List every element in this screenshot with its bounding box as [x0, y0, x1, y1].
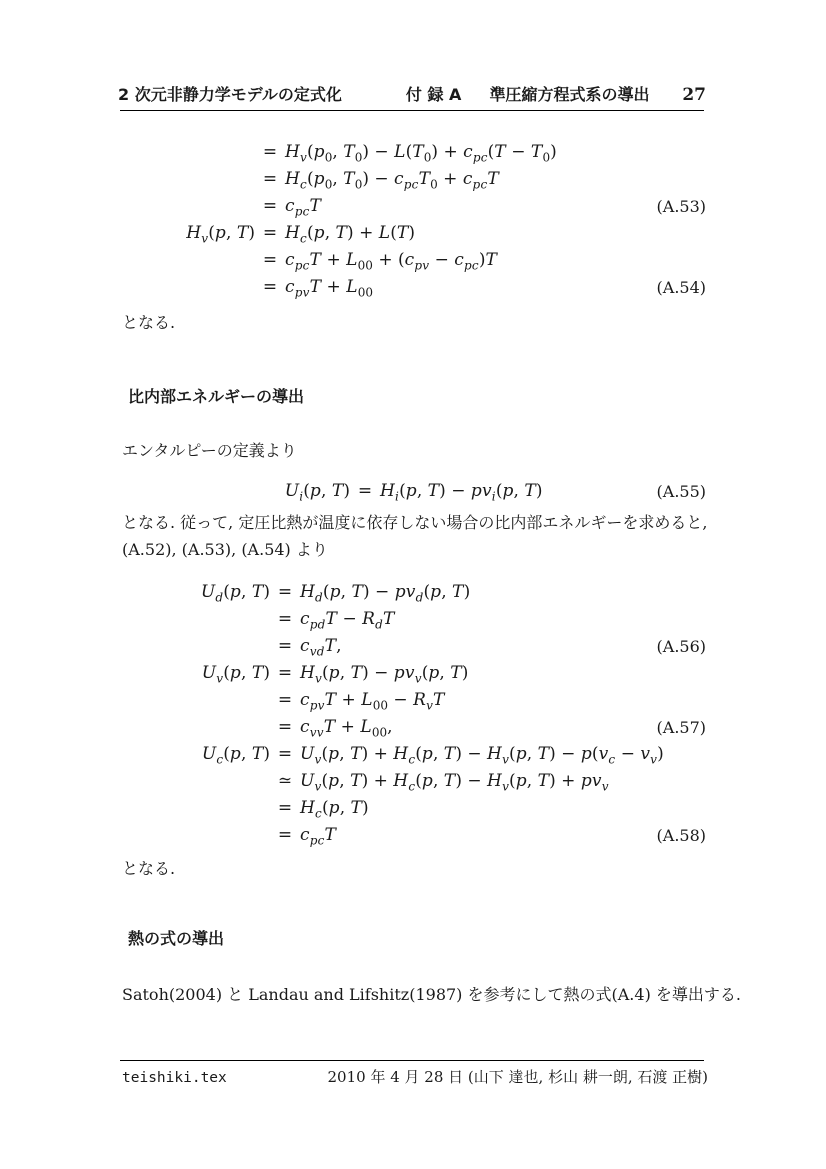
equation-relation: =	[277, 798, 293, 818]
paragraph-after-a55-line2: (A.52), (A.53), (A.54) より	[122, 540, 328, 559]
equation-label: (A.56)	[656, 637, 706, 656]
equation-label: (A.54)	[656, 278, 706, 297]
page-number: 27	[682, 85, 706, 105]
equation-line	[122, 478, 706, 505]
equation-label	[636, 660, 706, 687]
equation-lhs	[122, 714, 270, 741]
equation-relation: =	[262, 223, 278, 243]
equation-line	[122, 822, 706, 849]
equation-line	[122, 795, 706, 822]
equation-relation: =	[277, 690, 293, 710]
equation-relation: =	[262, 196, 278, 216]
equation-rhs: $c_{pc}T$	[300, 825, 337, 848]
equation-rhs: $H_c(p$, T)	[300, 798, 369, 821]
equation-label: (A.58)	[656, 826, 706, 845]
heading-internal-energy: 比内部エネルギーの導出	[128, 387, 305, 406]
equation-rhs: $H_v(p$, $T) - pv_v(p$, T)	[300, 663, 469, 686]
footer-date-authors: 2010 年 4 月 28 日 (山下 達也, 杉山 耕一朗, 石渡 正樹)	[327, 1068, 708, 1086]
equation-lhs	[122, 139, 255, 166]
equation-relation: ≃	[277, 771, 293, 791]
equation-line	[122, 166, 706, 193]
equation-relation: =	[277, 582, 293, 602]
equation-label	[636, 166, 706, 193]
equation-relation: =	[262, 277, 278, 297]
equation-lhs	[122, 606, 270, 633]
equation-lhs	[122, 166, 255, 193]
paragraph-after-a55	[122, 509, 714, 563]
paragraph-heat-intro: Satoh(2004) と Landau and Lifshitz(1987) を参考にして熱の式(A.4) を導出する.	[122, 985, 741, 1004]
equation-rhs: $c_{pc}T$	[285, 196, 322, 219]
equation-rhs: $c_{pv}T + L_{00} - R_vT$	[300, 690, 445, 713]
equation-relation: =	[262, 169, 278, 189]
equation-label	[636, 579, 706, 606]
equation-rhs: $H_i(p$, $T) - pv_i(p$, T)	[380, 481, 543, 504]
equation-rhs: $H_d(p$, $T) - pv_d(p$, T)	[300, 582, 471, 605]
equation-rhs: $U_v(p$, $T) + H_c(p$, $T) - H_v(p$, $T) + pv_v$	[300, 771, 609, 794]
equation-relation: =	[277, 825, 293, 845]
equation-relation: =	[262, 250, 278, 270]
equation-rhs: $H_c(p_0$, $T_0) - c_{pc}T_0 + c_{pc}T$	[285, 169, 499, 192]
equation-line	[122, 606, 706, 633]
equation-lhs	[122, 687, 270, 714]
equation-relation: =	[277, 609, 293, 629]
equation-block-enthalpy	[122, 139, 706, 301]
equation-block-results	[122, 579, 706, 849]
equation-lhs: $U_v(p$, T)	[201, 663, 270, 686]
equation-relation: =	[277, 717, 293, 737]
equation-lhs: $U_i(p$, T)	[284, 481, 350, 504]
equation-label	[636, 606, 706, 633]
equation-label	[664, 741, 734, 768]
equation-rhs: $c_{pc}T + L_{00} + (c_{pv} - c_{pc})T$	[285, 250, 498, 273]
header-rule	[120, 110, 704, 111]
equation-relation: =	[357, 481, 373, 501]
paragraph-enthalpy-intro: エンタルピーの定義より	[122, 441, 297, 460]
equation-line	[122, 247, 706, 274]
equation-line	[122, 741, 706, 768]
equation-lhs	[122, 193, 255, 220]
equation-label	[636, 220, 706, 247]
equation-label: (A.57)	[656, 718, 706, 737]
equation-rhs: $c_{pv}T + L_{00}$	[285, 277, 373, 300]
equation-rhs: $c_{vd}T$,	[300, 636, 342, 659]
equation-lhs	[122, 795, 270, 822]
equation-line	[122, 768, 706, 795]
equation-line	[122, 687, 706, 714]
page-header	[118, 84, 706, 106]
footer-rule	[120, 1060, 704, 1061]
equation-rhs: $c_{pd}T - R_dT$	[300, 609, 395, 632]
equation-block-definition	[122, 478, 706, 505]
footer-filename: teishiki.tex	[122, 1070, 227, 1086]
equation-line	[122, 139, 706, 166]
heading-heat-equation: 熱の式の導出	[128, 929, 225, 948]
equation-rhs: $H_c(p$, T) + L(T)	[285, 223, 416, 246]
equation-label: (A.53)	[656, 197, 706, 216]
equation-lhs: $U_c(p$, T)	[201, 744, 270, 767]
equation-rhs: $U_v(p$, $T) + H_c(p$, $T) - H_v(p$, $T) - p(v_c - v_v)$	[300, 744, 664, 767]
equation-line	[122, 633, 706, 660]
equation-lhs	[122, 768, 270, 795]
header-section-title: 2 次元非静力学モデルの定式化	[118, 85, 342, 104]
equation-lhs: $H_v(p$, T)	[186, 223, 255, 246]
header-appendix-label: 付 録 A	[405, 85, 462, 104]
equation-rhs: $H_v(p_0$, $T_0) - L(T_0) + c_{pc}(T - T_0)$	[285, 142, 557, 165]
equation-rhs: $c_{vv}T + L_{00}$,	[300, 717, 393, 740]
equation-relation: =	[277, 636, 293, 656]
equation-lhs	[122, 247, 255, 274]
equation-relation: =	[277, 663, 293, 683]
paragraph-tonaru-2: となる.	[122, 859, 176, 878]
equation-label: (A.55)	[656, 482, 706, 501]
equation-line	[122, 660, 706, 687]
page-footer	[122, 1066, 708, 1089]
equation-label	[636, 687, 706, 714]
equation-line	[122, 193, 706, 220]
header-appendix-title: 準圧縮方程式系の導出	[489, 85, 650, 104]
equation-label	[636, 139, 706, 166]
equation-line	[122, 579, 706, 606]
equation-lhs: $U_d(p$, T)	[200, 582, 270, 605]
equation-label	[636, 247, 706, 274]
equation-lhs	[122, 274, 255, 301]
paragraph-after-a55-line1: となる. 従って, 定圧比熱が温度に依存しない場合の比内部エネルギーを求めると,	[122, 513, 708, 532]
equation-lhs	[122, 633, 270, 660]
equation-line	[122, 274, 706, 301]
equation-line	[122, 220, 706, 247]
equation-relation: =	[277, 744, 293, 764]
equation-lhs	[122, 822, 270, 849]
equation-label	[636, 795, 706, 822]
paragraph-tonaru-1: となる.	[122, 313, 176, 332]
equation-relation: =	[262, 142, 278, 162]
equation-line	[122, 714, 706, 741]
equation-label	[636, 768, 706, 795]
